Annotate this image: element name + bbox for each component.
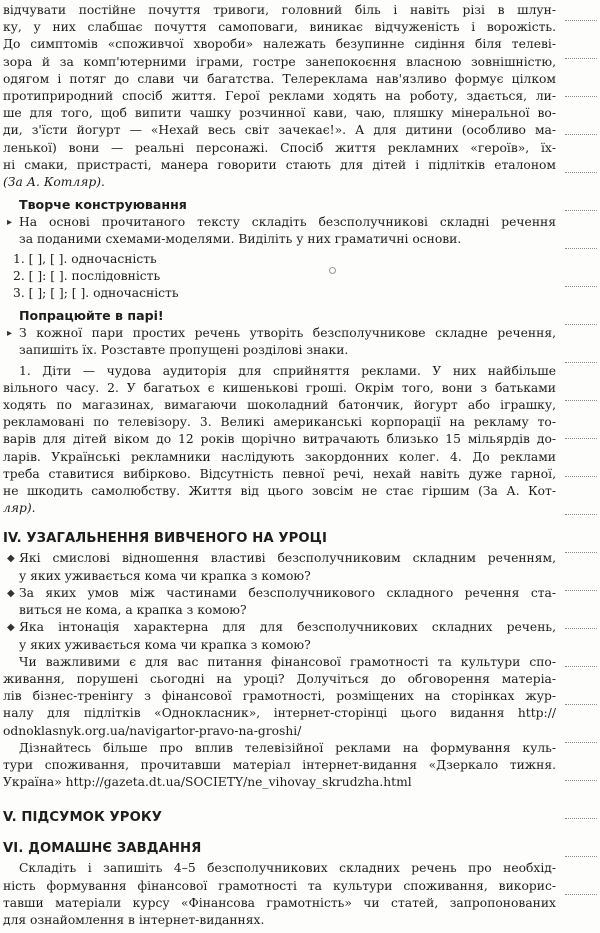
note-line: [565, 248, 597, 249]
note-line: [565, 172, 597, 173]
text-line: для ознайомлення в інтернет-виданнях.: [3, 912, 265, 927]
discussion-paragraph: [3, 654, 556, 740]
text-line: ше для того, щоб випити чашку розчинної кави, чаю, пляшку мінеральної во-: [3, 106, 556, 121]
note-line: [565, 628, 597, 629]
task-line: запишіть їх. Розставте пропущені розділові знаки.: [19, 343, 349, 358]
question-line: у яких уживається кома чи крапка з комою?: [19, 568, 311, 583]
text-line: ди, з'їсти йогурт — «Нехай весь світ зачекає!». А для дитини (особливо ма-: [3, 123, 556, 138]
text-line: Складіть і запишіть 4–5 безсполучникових складних речень про необхід-: [19, 861, 556, 876]
text-line: ність формування фінансової грамотності та культури споживання, викорис-: [3, 878, 556, 893]
text-line: ларів. Українські рекламники наслідують закордонних колег. 4. До реклами: [3, 449, 556, 464]
note-line: [565, 590, 597, 591]
note-line: [565, 856, 597, 857]
note-line: [565, 742, 597, 743]
text-line: вільного часу. 2. У багатьох є кишенькові гроші. Окрім того, вони з батьками: [3, 380, 556, 395]
text-line: 1. Діти — чудова аудиторія для сприйняття реклами. У них найбільше: [19, 363, 556, 378]
note-line: [565, 704, 597, 705]
text-line: Дізнайтесь більше про вплив телевізійної реклами на формування куль-: [19, 740, 556, 755]
question-line: у яких уживається кома чи крапка з комою?: [19, 637, 311, 652]
question-line: За яких умов між частинами безсполучникового складного речення ста-: [19, 585, 556, 600]
text-source: (За А. Котляр).: [3, 175, 105, 190]
note-line: [565, 514, 597, 515]
scheme-item: 1. [ ], [ ]. одночасність: [13, 251, 157, 266]
note-line: [565, 210, 597, 211]
section-6-heading: VI. ДОМАШНЄ ЗАВДАННЯ: [3, 841, 202, 857]
creative-heading: Творче конструювання: [19, 197, 187, 213]
text-line: не шкодить самолюбству. Життя від цього зовсім не стає гіршим (За А. Кот-: [3, 484, 556, 499]
note-line: [565, 476, 597, 477]
text-line: варів для дітей віком до 12 років щорічно витрачають близько 15 мільярдів до-: [3, 432, 556, 447]
text-line: живання, порушені сьогодні на уроці? Долучіться до обговорення матеріа-: [3, 671, 556, 686]
text-line: ні смаки, пристрасті, манера говорити стають для дітей і підлітків еталоном: [3, 157, 556, 172]
triangle-marker-icon: ▸: [7, 217, 13, 229]
note-line: [565, 362, 597, 363]
note-line: [565, 666, 597, 667]
text-line: протиприродний спосіб життя. Герої реклами ходять на роботу, здається, ли-: [3, 89, 556, 104]
triangle-marker-icon: ▸: [7, 328, 13, 340]
text-line: ленької) вони — реальні персонажі. Спосіб життя рекламних «героїв», їх-: [3, 140, 556, 155]
question-line: Яка інтонація характерна для для безсполучникових складних речень,: [19, 620, 556, 635]
text-line: зора й за комп'ютерними іграми, гостре занепокоєння власною зовнішністю,: [3, 54, 556, 69]
question-item: [3, 585, 556, 619]
text-line: налу для підлітків «Однокласник», інтернет-сторінці цього видання http://: [3, 706, 556, 721]
question-list: [3, 550, 556, 653]
diamond-marker-icon: ◆: [7, 587, 15, 599]
task-line: На основі прочитаного тексту складіть безсполучникові складні речення: [19, 215, 556, 230]
text-line: Чи важливими є для вас питання фінансової грамотності та культури спо-: [19, 654, 556, 669]
link-text[interactable]: odnoklasnyk.org.ua/navigartor-pravo-na-groshi/: [3, 723, 302, 738]
text-line: відчувати постійне почуття тривоги, головний біль і навіть різі в шлун-: [3, 3, 556, 17]
task-line: З кожної пари простих речень утворіть безсполучникове складне речення,: [19, 326, 556, 341]
pairs-text: [3, 363, 556, 518]
note-line: [565, 134, 597, 135]
pairs-heading: Попрацюйте в парі!: [19, 308, 164, 324]
circle-mark-icon: [329, 267, 336, 274]
intro-paragraph: [3, 2, 556, 191]
note-line: [565, 552, 597, 553]
scheme-item: 3. [ ]; [ ]; [ ]. одночасність: [13, 286, 179, 301]
text-line: лів бізнес-тренінгу з фінансової грамотності, розміщених на сторінках жур-: [3, 689, 556, 704]
homework-paragraph: [3, 860, 556, 929]
text-line: До симптомів «споживчої хвороби» належать безупинне сидіння біля телеві-: [3, 37, 556, 52]
question-line: виться не кома, а крапка з комою?: [19, 603, 247, 618]
text-line: ку, у них слабшає почуття самоповаги, виникає відчуженість і ворожість.: [3, 20, 556, 35]
text-line: ходять по магазинах, вимагаючи шоколадний батончик, йогурт або іграшку,: [3, 398, 556, 413]
diamond-marker-icon: ◆: [7, 622, 15, 634]
scheme-list: [3, 251, 556, 303]
note-line: [565, 58, 597, 59]
task-line: за поданими схемами-моделями. Виділіть у них граматичні основи.: [19, 232, 462, 247]
text-line: одягом і потяг до слави чи багатства. Телереклама нав'язливо формує цілком: [3, 71, 556, 86]
question-line: Які смислові відношення властиві безсполучниковим складним реченням,: [19, 551, 556, 566]
question-item: [3, 550, 556, 584]
scheme-item: 2. [ ]: [ ]. послідовність: [13, 268, 161, 283]
text-line: рекламовані по телевізору. 3. Великі американські корпорації на рекламу то-: [3, 415, 556, 430]
note-line: [565, 96, 597, 97]
note-line: [565, 894, 597, 895]
further-reading-paragraph: [3, 740, 556, 792]
section-4-heading: IV. УЗАГАЛЬНЕННЯ ВИВЧЕНОГО НА УРОЦІ: [3, 531, 328, 547]
text-line: тури споживання, прочитавши матеріал інтернет-видання «Дзеркало тижня.: [3, 757, 556, 772]
question-item: [3, 619, 556, 653]
note-line: [565, 20, 597, 21]
note-line: [565, 818, 597, 819]
section-5-heading: V. ПІДСУМОК УРОКУ: [3, 810, 163, 826]
note-line: [565, 400, 597, 401]
notes-margin: [562, 0, 600, 933]
note-line: [565, 780, 597, 781]
text-line: тавши матеріали курсу «Фінансова грамотність» чи статей, запропонованих: [3, 895, 556, 910]
creative-task: [3, 214, 556, 248]
note-line: [565, 438, 597, 439]
text-line: треба ставитися вибірково. Відсутність певної речі, нехай навіть дуже гарної,: [3, 466, 556, 481]
diamond-marker-icon: ◆: [7, 553, 15, 565]
pairs-task: [3, 325, 556, 359]
text-source: ляр).: [3, 501, 36, 516]
note-line: [565, 286, 597, 287]
note-line: [565, 324, 597, 325]
link-text[interactable]: Україна» http://gazeta.dt.ua/SOCIETY/ne_vihovay_skrudzha.html: [3, 775, 412, 790]
